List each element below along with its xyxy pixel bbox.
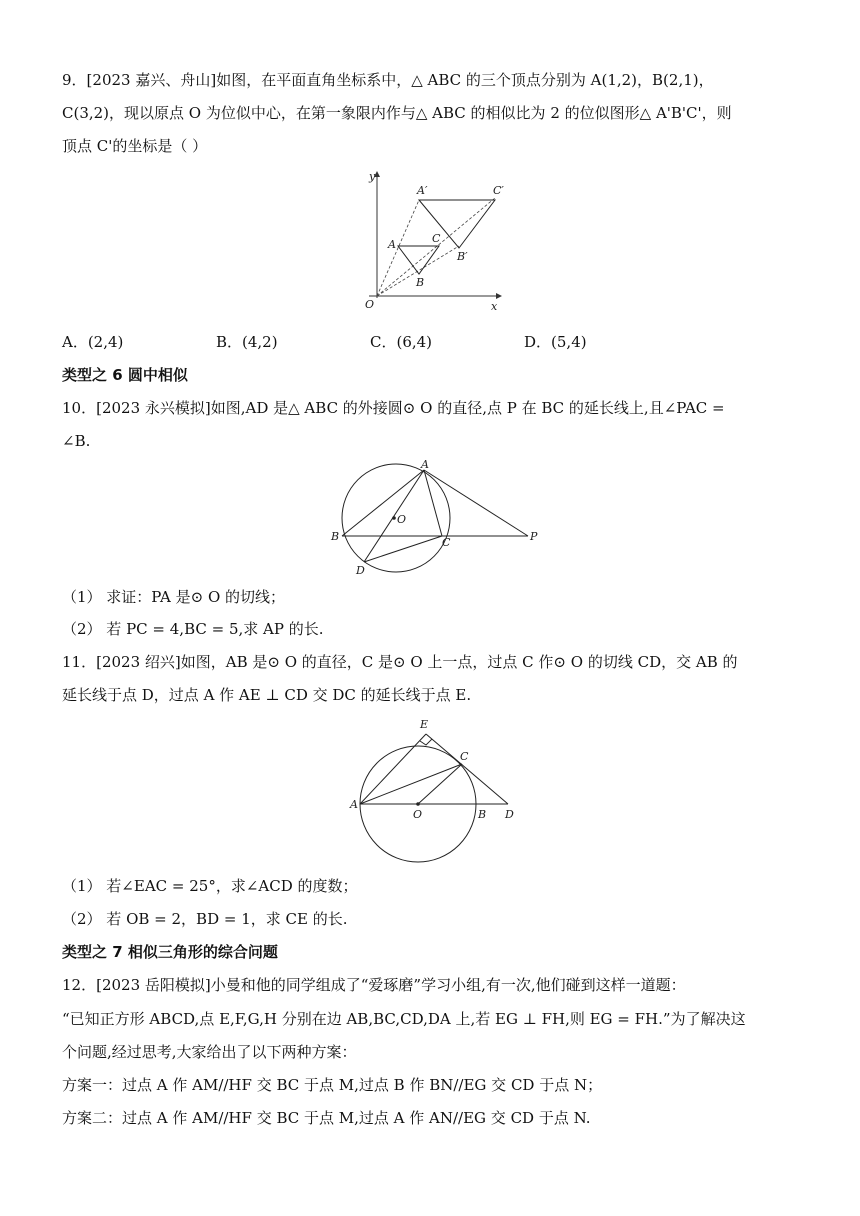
type6-heading: 类型之 6 圆中相似 xyxy=(62,366,188,384)
q10-sub-1: （1） 求证：PA 是⊙ O 的切线； xyxy=(62,588,286,606)
fig9-label-x: x xyxy=(491,300,498,313)
fig9-label-a2: A′ xyxy=(417,184,428,197)
fig9-label-c: C xyxy=(432,232,441,245)
fig9-label-o: O xyxy=(365,298,375,311)
q9-line-1: 9．[2023 嘉兴、舟山]如图，在平面直角坐标系中，△ ABC 的三个顶点分别为 A(1,2)，B(2,1)， xyxy=(62,71,714,89)
q10-line-1: 10．[2023 永兴模拟]如图,AD 是△ ABC 的外接圆⊙ O 的直径,点 P 在 BC 的延长线上,且∠PAC = xyxy=(62,399,725,417)
fig11-label-c: C xyxy=(460,750,469,763)
fig10-label-d: D xyxy=(356,564,365,577)
fig11-label-a: A xyxy=(350,798,358,811)
type7-heading: 类型之 7 相似三角形的综合问题 xyxy=(62,943,278,961)
q11-sub-1: （1） 若∠EAC = 25°，求∠ACD 的度数； xyxy=(62,877,358,895)
fig11-label-o: O xyxy=(413,808,423,821)
q10-figure xyxy=(326,458,546,578)
fig9-label-y: y xyxy=(369,170,376,183)
q10-line-2: ∠B. xyxy=(62,432,91,450)
fig11-label-b: B xyxy=(478,808,487,821)
fig9-label-c2: C′ xyxy=(493,184,504,197)
q11-sub-2: （2） 若 OB = 2，BD = 1，求 CE 的长. xyxy=(62,910,348,928)
q12-line-2: “已知正方形 ABCD,点 E,F,G,H 分别在边 AB,BC,CD,DA 上,若 EG ⊥ FH,则 EG = FH.”为了解决这 xyxy=(62,1010,746,1028)
fig10-label-b: B xyxy=(331,530,340,543)
q12-line-3: 个问题,经过思考,大家给出了以下两种方案： xyxy=(62,1043,357,1061)
fig11-label-d: D xyxy=(505,808,514,821)
q12-line-1: 12．[2023 岳阳模拟]小曼和他的同学组成了“爱琢磨”学习小组,有一次,他们碰到这样一道题： xyxy=(62,976,686,994)
fig10-label-p: P xyxy=(530,530,538,543)
q9-line-3: 顶点 C'的坐标是（ ） xyxy=(62,137,208,155)
q11-line-2: 延长线于点 D，过点 A 作 AE ⊥ CD 交 DC 的延长线于点 E. xyxy=(62,686,472,704)
triangle-a2b2c2 xyxy=(419,200,495,248)
fig11-label-e: E xyxy=(420,718,429,731)
fig10-label-c: C xyxy=(442,536,451,549)
q9-option-d: D．(5,4) xyxy=(524,333,587,351)
fig10-label-o: O xyxy=(397,513,407,526)
q12-line-5: 方案二：过点 A 作 AM//HF 交 BC 于点 M,过点 A 作 AN//EG 交 CD 于点 N. xyxy=(62,1109,591,1127)
q12-line-4: 方案一：过点 A 作 AM//HF 交 BC 于点 M,过点 B 作 BN//EG 交 CD 于点 N； xyxy=(62,1076,603,1094)
fig9-label-b2: B′ xyxy=(457,250,468,263)
q9-option-b: B．(4,2) xyxy=(216,333,278,351)
q10-sub-2: （2） 若 PC = 4,BC = 5,求 AP 的长. xyxy=(62,620,324,638)
q9-figure xyxy=(355,168,515,316)
q9-line-2: C(3,2)，现以原点 O 为位似中心，在第一象限内作与△ ABC 的相似比为 2 的位似图形△ A'B'C'，则 xyxy=(62,104,732,122)
q11-figure xyxy=(346,714,522,866)
q9-option-a: A．(2,4) xyxy=(62,333,124,351)
fig10-label-a: A xyxy=(421,458,429,471)
triangle-abc xyxy=(398,246,439,274)
circle-o xyxy=(342,464,450,572)
fig9-label-a: A xyxy=(388,238,396,251)
q11-line-1: 11．[2023 绍兴]如图，AB 是⊙ O 的直径，C 是⊙ O 上一点，过点 C 作⊙ O 的切线 CD，交 AB 的 xyxy=(62,653,738,671)
q9-option-c: C．(6,4) xyxy=(370,333,433,351)
fig9-label-b: B xyxy=(416,276,425,289)
